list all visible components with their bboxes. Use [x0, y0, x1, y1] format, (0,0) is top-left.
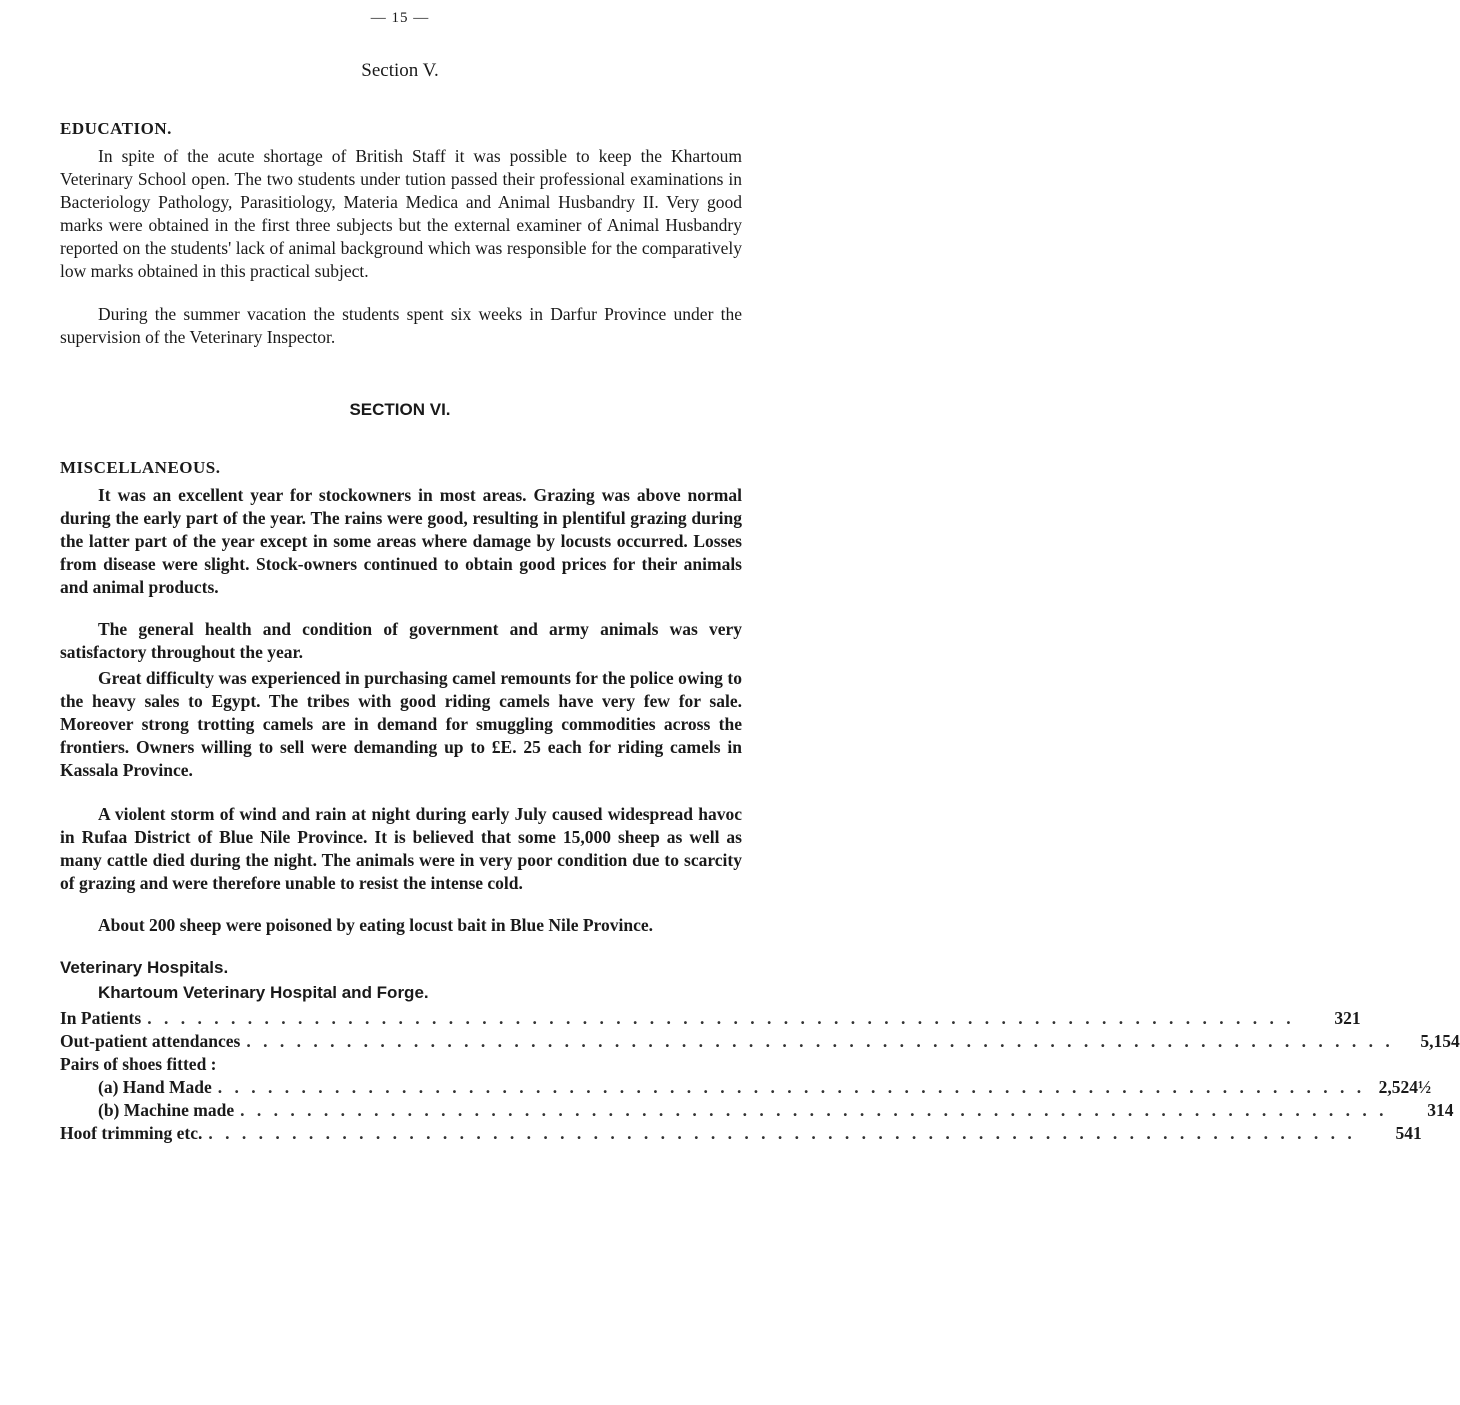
- leader-dots: . . . . . . . . . . . . . . . . . . . . . . . . . . . . . . . . . . . . . . . . . . . . . . . . . . . . . . . . . . . . . . . . . . . . .: [240, 1100, 1388, 1120]
- row-label: (b) Machine made: [98, 1100, 235, 1120]
- row-label: In Patients: [60, 1008, 142, 1028]
- education-heading: EDUCATION.: [60, 119, 172, 138]
- leader-dots: . . . . . . . . . . . . . . . . . . . . . . . . . . . . . . . . . . . . . . . . . . . . . . . . . . . . . . . . . . . . . . . . . . . . .: [217, 1077, 1366, 1097]
- miscellaneous-heading: MISCELLANEOUS.: [60, 458, 221, 477]
- miscellaneous-paragraph-3: Great difficulty was experienced in purchasing camel remounts for the police owing to the heavy sales to Egypt. The tribes with good riding camels have very few for sale. Moreover strong trotting camels are in demand for smuggling commodities across the frontiers. Owners willing to sell were demanding up to £E. 25 each for riding camels in Kassala Province.: [60, 668, 742, 780]
- education-paragraph-1: In spite of the acute shortage of British Staff it was possible to keep the Khartoum Veterinary School open. The two students under tution passed their professional examinations in Bacteriology Pathology, Parasitiology, Materia Medica and Animal Husbandry II. Very good marks were obtained in the first three subjects but the external examiner of Animal Husbandry reported on the students' lack of animal background which was responsible for the comparatively low marks obtained in this practical subject.: [60, 146, 742, 281]
- miscellaneous-paragraph-5: About 200 sheep were poisoned by eating locust bait in Blue Nile Province.: [98, 915, 654, 935]
- table-row: [60, 1123, 1422, 1146]
- miscellaneous-paragraph-2: The general health and condition of government and army animals was very satisfactory throughout the year.: [60, 619, 742, 662]
- table-row: [60, 1054, 740, 1077]
- row-value: 5,154: [1420, 1031, 1460, 1051]
- leader-dots: . . . . . . . . . . . . . . . . . . . . . . . . . . . . . . . . . . . . . . . . . . . . . . . . . . . . . . . . . . . . . . . . . . . . .: [246, 1031, 1394, 1051]
- row-value: 321: [1334, 1008, 1361, 1028]
- veterinary-hospitals-heading: Veterinary Hospitals.: [60, 958, 229, 977]
- row-label: (a) Hand Made: [98, 1077, 212, 1097]
- section-6-title: SECTION VI.: [349, 400, 451, 419]
- table-row: [60, 1031, 1460, 1054]
- miscellaneous-paragraph-4: A violent storm of wind and rain at night during early July caused widespread havoc in Rufaa District of Blue Nile Province. It is believed that some 15,000 sheep as well as many cattle died during the night. The animals were in very poor condition due to scarcity of grazing and were therefore unable to resist the intense cold.: [60, 804, 742, 893]
- row-value: 2,524½: [1378, 1077, 1432, 1097]
- row-label: Out-patient attendances: [60, 1031, 241, 1051]
- leader-dots: . . . . . . . . . . . . . . . . . . . . . . . . . . . . . . . . . . . . . . . . . . . . . . . . . . . . . . . . . . . . . . . . . . . . .: [208, 1123, 1356, 1143]
- section-5-title: Section V.: [361, 60, 439, 81]
- khartoum-hospital-subheading: Khartoum Veterinary Hospital and Forge.: [98, 983, 429, 1002]
- leader-dots: . . . . . . . . . . . . . . . . . . . . . . . . . . . . . . . . . . . . . . . . . . . . . . . . . . . . . . . . . . . . . . . . . . . . .: [147, 1008, 1295, 1028]
- row-label: Pairs of shoes fitted :: [60, 1054, 217, 1074]
- miscellaneous-paragraph-1: It was an excellent year for stockowners in most areas. Grazing was above normal during the early part of the year. The rains were good, resulting in plentiful grazing during the latter part of the year except in some areas where damage by locusts occurred. Losses from disease were slight. Stock-owners continued to obtain good prices for their animals and animal products.: [60, 485, 742, 597]
- table-row: [60, 1008, 1361, 1031]
- row-label: Hoof trimming etc.: [60, 1123, 203, 1143]
- row-value: 314: [1427, 1100, 1454, 1120]
- page-number: — 15 —: [370, 10, 430, 26]
- row-value: 541: [1395, 1123, 1422, 1143]
- table-row: [60, 1077, 1432, 1100]
- education-paragraph-2: During the summer vacation the students spent six weeks in Darfur Province under the supervision of the Veterinary Inspector.: [60, 304, 742, 347]
- hospital-statistics-table: [60, 1008, 1460, 1146]
- table-row: [60, 1100, 1454, 1123]
